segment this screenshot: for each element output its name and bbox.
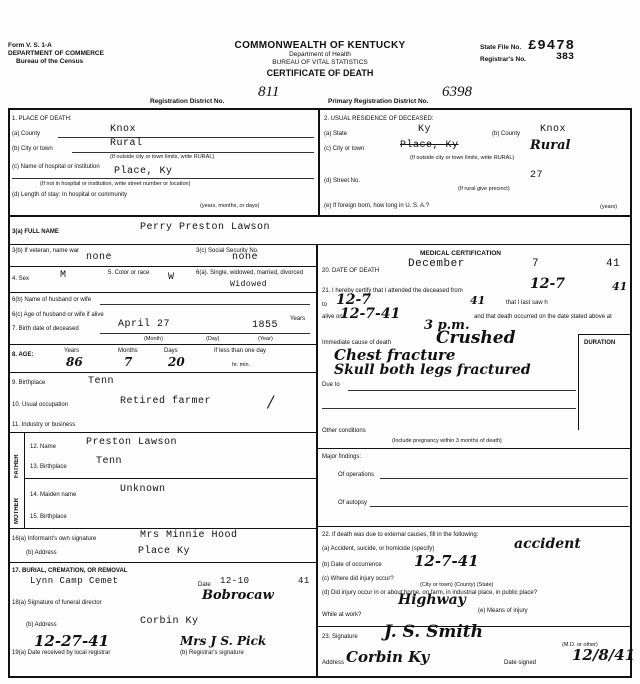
- death-date-year: 41: [606, 258, 621, 270]
- occurrence-value: 12-7-41: [414, 552, 479, 570]
- where-injury-label: (c) Where did injury occur?: [322, 576, 394, 582]
- res-foreign-label: (e) If foreign born, how long in U. S. A.?: [324, 203, 430, 209]
- director-addr-label: (b) Address: [26, 622, 57, 628]
- pod-hospital-value: Place, Ky: [114, 166, 173, 177]
- death-certificate: Form V. S. 1-A DEPARTMENT OF COMMERCE Bureau of the Census COMMONWEALTH OF KENTUCKY Department of Health BUREAU OF VITAL STATISTICS CERTIFICATE OF DEATH State File No. Registrar's No. £9478 383 Registration District No. Primary Registration District No. 811 6398 1. PLACE OF DEATH: (a) County Knox (b) City or town Rural (If outside city or town limits, write RURAL) (c) Name of hospital or institution Place, Ky (If not in hospital or institution, write street number or location) (d) Length of stay: In hospital or community (years, months, or days) 2. USUAL RESIDENCE OF DECEASED: (a) State Ky (b) County Knox (c) City or town Place, Ky Rural (If outside city or town limits, write RURAL) (d) Street No. 27 (If rural give precinct) (e) If foreign born, how long in U. S. A.? (years) 3(a) FULL NAME Perry Preston Lawson 3(b) If veteran, name war none 3(c) Social Security No. none 4. Sex M 5. Color or race W 6(a). Single, widowed, married, divorced Widowed 6(b) Name of husband or wife 6(c) Age of husband or wife if alive Years 7. Birth date of deceased April 27 1855 (Month) (Day) (Year) 8. AGE: Years 86 Months 7 Days 20 If less than one day hr. min. 9. Birthplace Tenn 10. Usual occupation Retired farmer / 11. Industry or business FATHER MOTHER 12. Name Preston Lawson 13. Birthplace Tenn 14. Maiden name Unknown 15. Birthplace 16(a) Informant's own signature Mrs Minnie Hood (b) Address Place Ky 17. BURIAL, CREMATION, OR REMOVAL Lynn Camp Cemet Date 12-10 41 18(a) Signature of funeral director Bobrocaw (b) Address Corbin Ky 12-27-41 Mrs J S. Pick 19(a) Date received by local registrar (b) Registrar's signature MEDICAL CERTIFICATION 20. DATE OF DEATH December 7 41 21. I hereby certify that I attended the deceased from 12-7 41 to 12-7 41 that I last saw h alive on 12-7-41 and that death occurred on the date stated above at 3 p.m. DURATION Immediate cause of death Crushed Chest fracture Skull both legs fractured Due to Other conditions (Include pregnancy within 3 months of death) Major findings: Of operations Of autopsy 22. If death was due to external causes, fill in the following: (a) Accident, suicide, or homicide (specify) accident (b) Date of occurrence 12-7-41 (c) Where did injury occur? (City or town) (County) (State) (d) Did injury occur in or about home, on farm, in industrial place, in public place? Highway While at work? (e) Means of injury 23. Signature J. S. Smith (M.D. or other) Address Corbin Ky Date signed 12/8/41: [0, 0, 640, 684]
- cause-line-3: Skull both legs fractured: [334, 362, 531, 378]
- birth-sub-day: (Day): [206, 336, 220, 342]
- birth-year: 1855: [252, 320, 279, 331]
- res-street-value: 27: [530, 170, 544, 181]
- res-city-value: Place, Ky: [400, 140, 459, 151]
- res-state-value: Ky: [418, 124, 432, 135]
- date-signed-label: Date signed: [504, 660, 537, 666]
- age-days: 20: [168, 355, 185, 369]
- occupation-label: 10. Usual occupation: [12, 402, 69, 408]
- form-header-center: [200, 40, 440, 78]
- sex-label: 4. Sex: [12, 276, 30, 282]
- md-label: (M.D. or other): [562, 642, 598, 648]
- accident-value: accident: [514, 536, 581, 552]
- divider-middle: [316, 244, 318, 678]
- death-date-month: December: [408, 258, 465, 270]
- divider-top: [318, 108, 320, 215]
- age-label: 8. AGE:: [12, 352, 34, 358]
- commonwealth-title: COMMONWEALTH OF KENTUCKY: [234, 40, 406, 51]
- cause-line-1: Crushed: [436, 328, 516, 348]
- days-label: Days: [164, 348, 178, 354]
- pregnancy-note: (Include pregnancy within 3 months of death): [392, 438, 502, 444]
- father-side-label: FATHER: [14, 454, 20, 478]
- burial-label: 17. BURIAL, CREMATION, OR REMOVAL: [12, 568, 128, 574]
- death-time: 3 p.m.: [424, 318, 470, 333]
- burial-year-suffix: 41: [298, 576, 310, 586]
- pod-county-label: (a) County: [12, 131, 41, 137]
- director-sig-value: Bobrocaw: [202, 588, 274, 603]
- signature-label: 23. Signature: [322, 634, 358, 640]
- death-date-label: 20. DATE OF DEATH: [322, 268, 380, 274]
- ssn-label: 3(c) Social Security No.: [196, 248, 259, 254]
- received-date-label: 19(a) Date received by local registrar: [12, 650, 111, 656]
- informant-addr-value: Place Ky: [138, 546, 191, 557]
- ssn-value: none: [232, 252, 259, 263]
- father-bp-value: Tenn: [96, 456, 123, 467]
- dept-health-label: Department of Health: [289, 51, 351, 58]
- date-signed-value: 12/8/41: [572, 646, 636, 664]
- father-name-label: 12. Name: [30, 444, 57, 450]
- birth-sub-month: (Month): [144, 336, 163, 342]
- district-number: 811: [258, 84, 280, 100]
- res-street-label: (d) Street No.: [324, 178, 361, 184]
- district-label: Registration District No.: [150, 98, 225, 105]
- medical-cert-title: MEDICAL CERTIFICATION: [420, 250, 502, 257]
- birth-month-day: April 27: [118, 319, 171, 330]
- bureau-label: Bureau of the Census: [16, 58, 84, 65]
- attended-to-label: to: [322, 302, 328, 308]
- res-city-note: (If outside city or town limits, write RURAL): [410, 155, 515, 161]
- primary-district-number: 6398: [442, 84, 472, 100]
- pod-hospital-note: (If not in hospital or institution, write street number or location): [40, 181, 191, 187]
- place-type-value: Highway: [398, 592, 466, 608]
- home-label: (d) Did injury occur in or about home, on farm, in industrial place, in public place?: [322, 590, 538, 596]
- pod-county-value: Knox: [110, 124, 137, 135]
- pod-city-label: (b) City or town: [12, 146, 53, 152]
- pod-hospital-label: (c) Name of hospital or institution: [12, 164, 100, 170]
- form-header-left: [8, 42, 104, 66]
- less-day-units: hr. min.: [232, 362, 251, 368]
- spouse-age-units: Years: [290, 316, 306, 322]
- registration-line: [150, 98, 428, 105]
- pod-city-note: (If outside city or town limits, write RURAL): [110, 154, 215, 160]
- due-to-label: Due to: [322, 382, 340, 388]
- birth-date-label: 7. Birth date of deceased: [12, 326, 79, 332]
- form-number: Form V. S. 1-A: [8, 42, 52, 49]
- attended-text: 21. I hereby certify that I attended the deceased from: [322, 288, 463, 294]
- full-name-label: 3(a) FULL NAME: [12, 229, 59, 235]
- residence-section: 2. USUAL RESIDENCE OF DECEASED:: [324, 116, 434, 122]
- age-months: 7: [124, 355, 133, 369]
- duration-label: DURATION: [584, 340, 616, 346]
- operations-label: Of operations: [338, 472, 375, 478]
- industry-label: 11. Industry or business: [12, 422, 76, 428]
- veteran-value: none: [86, 252, 113, 263]
- death-date-day: 7: [532, 258, 540, 270]
- physician-address: Corbin Ky: [346, 648, 430, 666]
- divider-name: [8, 244, 632, 245]
- immediate-cause-label: Immediate cause of death: [322, 340, 392, 346]
- months-label: Months: [118, 348, 138, 354]
- color-label: 5. Color or race: [108, 270, 150, 276]
- informant-addr-label: (b) Address: [26, 550, 57, 556]
- birthplace-value: Tenn: [88, 376, 115, 387]
- external-causes-label: 22. If death was due to external causes, fill in the following:: [322, 532, 479, 538]
- attended-to: 12-7: [336, 292, 372, 308]
- informant-sig-value: Mrs Minnie Hood: [140, 530, 238, 541]
- state-file-label: State File No.: [480, 44, 522, 51]
- pod-stay-label: (d) Length of stay: In hospital or community: [12, 192, 128, 198]
- birthplace-label: 9. Birthplace: [12, 380, 46, 386]
- full-name-value: Perry Preston Lawson: [140, 222, 271, 233]
- birth-sub-year: (Year): [258, 336, 273, 342]
- pod-city-value: Rural: [110, 138, 143, 149]
- state-file-number: £9478: [528, 38, 576, 54]
- where-injury-note: (City or town) (County) (State): [420, 582, 494, 588]
- physician-address-label: Address: [322, 660, 345, 666]
- less-day-label: If less than one day: [214, 348, 267, 354]
- cause-line-2: Chest fracture: [334, 346, 456, 364]
- form-header-right: [480, 42, 526, 66]
- res-foreign-units: (years): [600, 204, 618, 210]
- death-occurred-label: and that death occurred on the date stated above at: [474, 314, 612, 320]
- attended-to-year: 41: [470, 294, 486, 307]
- registrar-number: 383: [556, 52, 575, 63]
- res-county-label: (b) County: [492, 131, 521, 137]
- burial-date: 12-10: [220, 576, 250, 586]
- veteran-label: 3(b) If veteran, name war: [12, 248, 80, 254]
- res-state-label: (a) State: [324, 131, 348, 137]
- autopsy-label: Of autopsy: [338, 500, 368, 506]
- major-findings-label: Major findings:: [322, 454, 362, 460]
- primary-district-label: Primary Registration District No.: [328, 98, 429, 105]
- attended-from: 12-7: [530, 276, 566, 292]
- bureau-vital-label: BUREAU OF VITAL STATISTICS: [272, 59, 368, 66]
- pod-stay-units: (years, months, or days): [200, 203, 260, 209]
- alive-on-value: 12-7-41: [340, 306, 401, 322]
- physician-signature: J. S. Smith: [384, 622, 484, 642]
- occupation-value: Retired farmer: [120, 396, 212, 407]
- duration-column: [578, 334, 632, 430]
- marital-value: Widowed: [230, 280, 268, 289]
- mother-name-label: 14. Maiden name: [30, 492, 77, 498]
- director-sig-label: 18(a) Signature of funeral director: [12, 600, 102, 606]
- occurrence-label: (b) Date of occurrence: [322, 562, 382, 568]
- mother-bp-label: 15. Birthplace: [30, 514, 67, 520]
- marital-label: 6(a). Single, widowed, married, divorced: [196, 270, 304, 276]
- res-street-note: (If rural give precinct): [458, 186, 510, 192]
- place-of-death-section: 1. PLACE OF DEATH:: [12, 116, 72, 122]
- registrar-sig-label: (b) Registrar's signature: [180, 650, 244, 656]
- mother-name-value: Unknown: [120, 484, 166, 495]
- alive-on-label: alive on: [322, 314, 343, 320]
- registrar-no-label: Registrar's No.: [480, 56, 526, 63]
- accident-label: (a) Accident, suicide, or homicide (specify): [322, 546, 435, 552]
- color-value: W: [168, 272, 175, 283]
- other-conditions-label: Other conditions: [322, 428, 366, 434]
- sex-value: M: [60, 270, 67, 281]
- director-addr-value: Corbin Ky: [140, 616, 199, 627]
- attended-from-year: 41: [612, 280, 628, 293]
- registrar-sig-value: Mrs J S. Pick: [180, 634, 267, 648]
- res-city-hand: Rural: [530, 138, 571, 153]
- mother-side-label: MOTHER: [14, 498, 20, 524]
- last-saw-label: that I last saw h: [506, 300, 548, 306]
- father-name-value: Preston Lawson: [86, 437, 178, 448]
- department-label: DEPARTMENT OF COMMERCE: [8, 50, 104, 57]
- registrar-date-value: 12-27-41: [34, 632, 110, 650]
- age-years: 86: [66, 355, 83, 369]
- means-injury-label: (e) Means of injury: [478, 608, 528, 614]
- res-city-label: (c) City or town: [324, 146, 365, 152]
- years-label: Years: [64, 348, 80, 354]
- while-work-label: While at work?: [322, 612, 362, 618]
- father-bp-label: 13. Birthplace: [30, 464, 67, 470]
- informant-sig-label: 16(a) Informant's own signature: [12, 536, 97, 542]
- spouse-label: 6(b) Name of husband or wife: [12, 297, 92, 303]
- burial-date-label: Date: [198, 582, 211, 588]
- spouse-age-label: 6(c) Age of husband or wife if alive: [12, 312, 104, 318]
- certificate-title: CERTIFICATE OF DEATH: [266, 68, 374, 78]
- burial-place: Lynn Camp Cemet: [30, 576, 119, 586]
- divider-section: [8, 215, 632, 217]
- res-county-value: Knox: [540, 124, 567, 135]
